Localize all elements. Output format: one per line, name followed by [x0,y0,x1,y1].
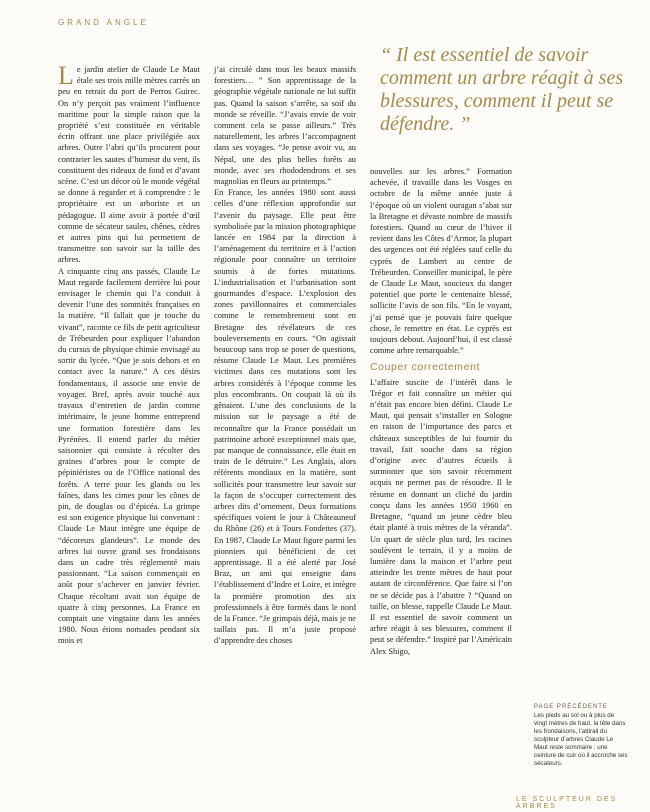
article-column-3 [370,166,512,657]
article-column-2 [214,64,356,647]
subheading: Couper correctement [370,361,481,374]
paragraph-text: e jardin atelier de Claude Le Maut étale ses trois mille mètres carrés un peu en retrait du port de Perros Guirec. On n’y perçoit pas vraiment l’influence maritime pour la simple raison que la propriété s’est constituée en véritable écrin offrant une place privilégiée aux arbres. Outre l’abri qu’ils procurent pour contrarier les sautes d’humeur du vent, ils constituent des rideaux de fond et d’avant scène. C’est un décor où le monde végétal se donne à regarder et à comprendre : le propriétaire est un arboriste et un pédagogue. Il aime avoir à portée d’œil comme de sécateur saules, chênes, cèdres et autres pins qui lui permettent de transmettre son savoir sur la taille des arbres. [58,65,200,265]
article-column-1 [58,61,200,647]
caption-text: Les pieds au sol ou à plus de vingt mètres de haut, la tête dans les frondaisons, l’attirail du sculpteur d’arbres Claude Le Maut reste sommaire : une ceinture de cuir où il accroche ses sécateurs. [534,712,628,767]
pull-quote: “ Il est essentiel de savoir comment un arbre réagit à ses blessures, comment il peut se défendre. ” [380,44,624,135]
caption-title: PAGE PRÉCÉDENTE [534,704,608,710]
paragraph [58,61,200,266]
photo-caption [534,703,628,768]
drop-cap: L [58,61,74,90]
paragraph: L’affaire suscite de l’intérêt dans le Trégor et fait connaître un métier qui n’était pas encore bien défini. Claude Le Maut, qui pensait s’installer en Sologne en raison de l’importance des parcs et châteaux susceptibles de lui fournir du travail, fait souche dans sa région d’origine avec d’autres écueils à surmonter que son savoir récemment acquis ne permet pas de résoudre. Il le résume en donnant un cliché du jardin conçu dans les années 1950 1960 en Bretagne, “quand un jeune cèdre bleu était planté à trois mètres de la véranda”. Un quart de siècle plus tard, les racines soulèvent le terrain, il y a moins de lumière dans la maison et l’arbre peut atteindre les trente mètres de haut pour autant de circonférence. Que faire si l’on ne se décide pas à l’abattre ? “Quand on taille, on blesse, rappelle Claude Le Maut. Il est essentiel de savoir comment un arbre réagit à ses blessures, comment il peut se défendre.” Inspiré par l’Américain Alex Shigo, [370,377,512,656]
paragraph: j’ai circulé dans tous les beaux massifs forestiers… ” Son apprentissage de la géographie végétale nationale ne lui suffit pas. Quand la saison s’arrête, sa soif du monde se réveille. “J’avais envie de voir comment cela se passe ailleurs.” Très naturellement, les arbres l’accompagnent dans ses voyages. “Je pense avoir vu, au Népal, une des plus belles forêts au monde, avec ses rhododendrons et ses magnolias en fleurs au printemps.” [214,65,356,187]
paragraph: nouvelles sur les arbres.” Formation achevée, il travaille dans les Vosges en octobre de la même année juste à l’époque où un violent ouragan s’abat sur la Bretagne et dévaste nombre de massifs forestiers. Quand au cœur de l’hiver il revient dans les Côtes d’Armor, la plupart des urgences ont été réglées sauf celle du cyprès de Lambert au centre de Trébeurden. Conseiller municipal, le père de Claude Le Maut, soucieux du danger potentiel que porte le centenaire blessé, sollicite l’avis de son fils. “En le voyant, j’ai pensé que je pouvais faire quelque chose, le remettre en état. Le cyprès est toujours debout. Aujourd’hui, il est classé comme arbre remarquable.” [370,167,512,356]
running-footer: LE SCULPTEUR DES ARBRES [516,796,618,810]
paragraph: A cinquante cinq ans passés, Claude Le Maut regarde facilement derrière lui pour envisager le chemin qui l’a conduit à devenir l’une des sommités françaises en la matière. “Il fallait que je touche du vivant”, raconte ce fils de petit agriculteur de Trébeurden pour expliquer l’abandon du cursus de physique chimie envisagé au sortir du lycée. “Que je sois dehors et en contact avec la nature.” A ces désirs fondamentaux, il associe une envie de voyager. Bref, après avoir touché aux travaux d’entretien de jardin comme intérimaire, le jeune homme entreprend une formation forestière dans les Pyrénées. Il entend parler du métier saisonnier qui consiste à récolter des graines d’arbres pour le compte de pépiniéristes ou de l’Office national des forêts. A terre pour les glands ou les faînes, dans les cimes pour les cônes de pin, de douglas ou d’épicéa. La grimpe est son exigence physique lui convenant : Claude Le Maut intègre une équipe de “décoreurs glandeurs”. Le monde des arbres lui ouvre grand ses frondaisons dans un cadre très réglementé mais passionnant. “La saison commençait en août pour s’achever en janvier février. Chaque récoltant avait son équipe de quatre à cinq personnes. La France en comptait une vingtaine dans les années 1980. Nous étions nomades pendant six mois et [58,266,200,646]
paragraph: En France, les années 1980 sont aussi celles d’une réflexion approfondie sur l’avenir du paysage. Elle peut être symbolisée par la mission photographique lancée en 1984 par la direction à l’aménagement du territoire et à l’action régionale pour connaître un territoire soumis à de fortes mutations. L’industrialisation et l’urbanisation sont gourmandes d’espace. L’explosion des zones pavillonnaires et commerciales comme le remembrement sont en Bretagne des révélateurs de ces bouleversements en cours. “On agissait beaucoup sans trop se poser de questions, résume Claude Le Maut. Les premières victimes dans ces mutations sont les arbres considérés à l’époque comme les plus encombrants. On coupait là où ils gênaient. L’une des conclusions de la mission sur le paysage a été de reconnaître que la France possédait un patrimoine arboré exceptionnel mais que, par manque de connaissance, elle était en train de le détruire.” Les Anglais, alors référents mondiaux en la matière, sont sollicités pour transmettre leur savoir sur la façon de s’occuper correctement des arbres dits d’ornement. Deux formations spécifiques voient le jour à Châteauneuf du Rhône (26) et à Tours Fondettes (37). En 1987, Claude Le Maut figure parmi les pionniers qui bénéficient de cet apprentissage. Il a été alerté par José Braz, un ami qui enseigne dans l’établissement d’Indre et Loire, et intègre la première promotion des six professionnels à être formés dans le nord de la France. “Je grimpais déjà, mais je ne taillais pas. Il m’a juste proposé d’apprendre des choses [214,188,356,646]
section-header: GRAND ANGLE [58,18,149,27]
